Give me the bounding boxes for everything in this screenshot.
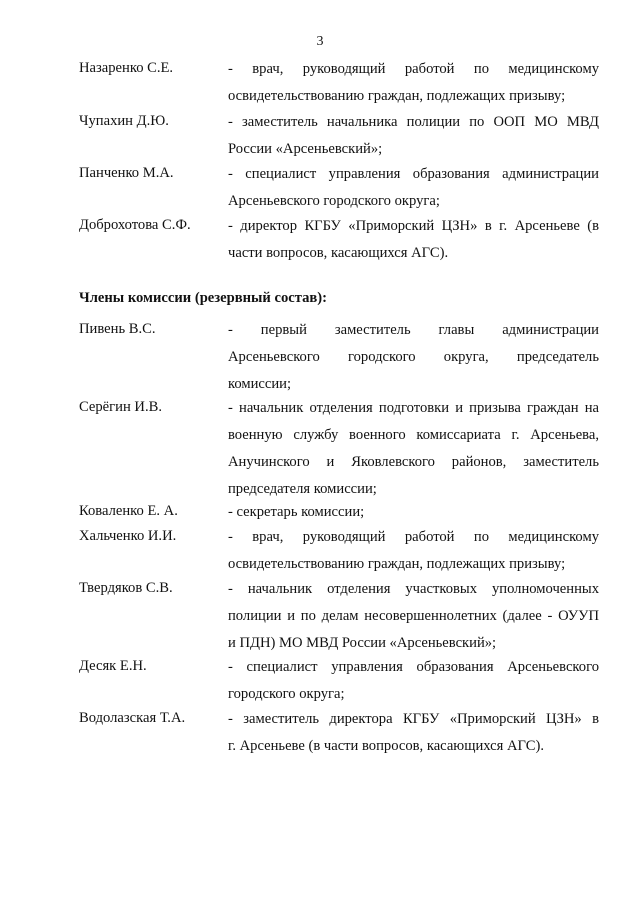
role-line: военную службу военного комиссариата г. Арсеньева, xyxy=(228,427,599,443)
role-line: - начальник отделения участковых уполномоченных xyxy=(228,581,599,597)
member-role xyxy=(228,113,599,167)
role-line: Арсеньевского городского округа; xyxy=(228,193,440,209)
member-name: Водолазская Т.А. xyxy=(79,710,186,726)
role-line: части вопросов, касающихся АГС). xyxy=(228,245,449,261)
member-role xyxy=(228,580,599,661)
role-line: - начальник отделения подготовки и призыва граждан на xyxy=(228,400,599,416)
role-line: освидетельствованию граждан, подлежащих призыву; xyxy=(228,556,566,572)
member-role xyxy=(228,60,599,114)
role-line: - секретарь комиссии; xyxy=(228,504,365,520)
member-name: Назаренко С.Е. xyxy=(79,60,174,76)
member-name: Хальченко И.И. xyxy=(79,528,177,544)
member-role xyxy=(228,503,599,530)
role-line: России «Арсеньевский»; xyxy=(228,141,383,157)
role-line: комиссии; xyxy=(228,376,292,392)
member-name: Панченко М.А. xyxy=(79,165,174,181)
member-name: Серёгин И.В. xyxy=(79,399,162,415)
role-line: - первый заместитель главы администрации xyxy=(228,322,599,338)
member-role xyxy=(228,321,599,402)
role-line: - врач, руководящий работой по медицинскому xyxy=(228,529,599,545)
member-name: Доброхотова С.Ф. xyxy=(79,217,191,233)
page-number: 3 xyxy=(316,34,324,49)
role-line: - специалист управления образования Арсеньевского xyxy=(228,659,599,675)
member-role xyxy=(228,710,599,764)
role-line: освидетельствованию граждан, подлежащих призыву; xyxy=(228,88,566,104)
role-line: - заместитель начальника полиции по ООП МО МВД xyxy=(228,114,599,130)
member-name: Твердяков С.В. xyxy=(79,580,173,596)
role-line: председателя комиссии; xyxy=(228,481,377,497)
member-role xyxy=(228,528,599,582)
role-line: и ПДН) МО МВД России «Арсеньевский»; xyxy=(228,635,497,651)
role-line: - директор КГБУ «Приморский ЦЗН» в г. Арсеньеве (в xyxy=(228,218,599,234)
role-line: - специалист управления образования администрации xyxy=(228,166,599,182)
role-line: Арсеньевского городского округа, председатель xyxy=(228,349,599,365)
member-name: Чупахин Д.Ю. xyxy=(79,113,169,129)
member-name: Десяк Е.Н. xyxy=(79,658,147,674)
role-line: Анучинского и Яковлевского районов, заместитель xyxy=(228,454,599,470)
role-line: полиции и по делам несовершеннолетних (далее - ОУУП xyxy=(228,608,599,624)
member-role xyxy=(228,658,599,712)
reserve-members-heading: Члены комиссии (резервный состав): xyxy=(79,290,327,306)
role-line: - врач, руководящий работой по медицинскому xyxy=(228,61,599,77)
role-line: - заместитель директора КГБУ «Приморский ЦЗН» в xyxy=(228,711,599,727)
member-name: Коваленко Е. А. xyxy=(79,503,178,519)
role-line: г. Арсеньеве (в части вопросов, касающихся АГС). xyxy=(228,738,544,754)
member-name: Пивень В.С. xyxy=(79,321,156,337)
member-role xyxy=(228,399,599,507)
member-role xyxy=(228,165,599,219)
member-role xyxy=(228,217,599,271)
role-line: городского округа; xyxy=(228,686,345,702)
